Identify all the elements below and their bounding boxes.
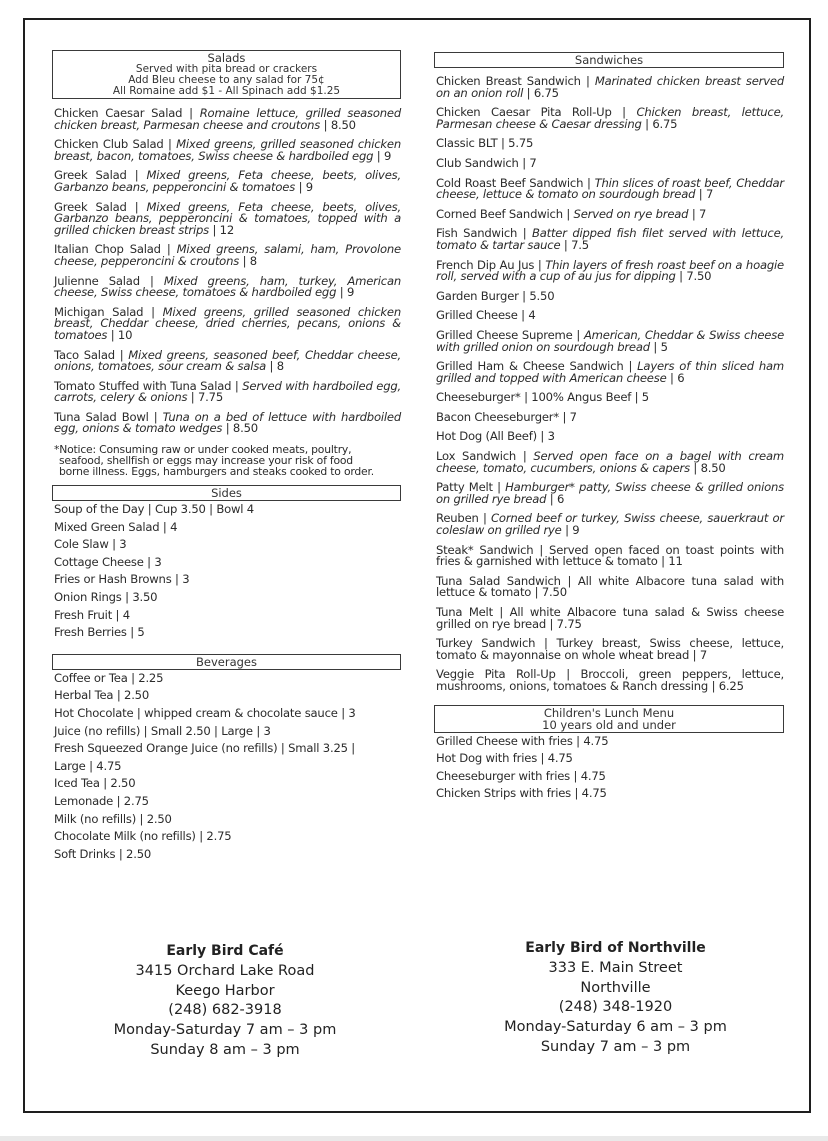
menu-item-name: Chocolate Milk (no refills) | 2.75 [54, 829, 232, 844]
menu-item-price: | 5 [649, 339, 668, 354]
menu-item-name: Corned Beef Sandwich | [436, 206, 574, 221]
menu-item [54, 846, 401, 864]
menu-item-price: | 7.5 [560, 237, 589, 252]
menu-item-name: Lemonade | 2.75 [54, 793, 149, 808]
menu-item-price: | 12 [208, 222, 235, 237]
menu-item-name: Club Sandwich | 7 [436, 155, 537, 170]
menu-item-name: Tuna Salad Sandwich | All white Albacore tuna salad with lettuce & tomato | 7.50 [436, 573, 784, 600]
menu-item-price: | 6.75 [641, 116, 678, 131]
menu-item-price: | 7 [695, 187, 714, 202]
menu-item [436, 175, 784, 202]
notice-line: seafood, shellfish or eggs may increase your risk of food [59, 454, 353, 468]
menu-item [436, 451, 784, 474]
location-hours-weekday: Monday-Saturday 6 am – 3 pm [504, 1019, 727, 1036]
children-title: Children's Lunch Menu [543, 705, 675, 720]
menu-item-desc: Thin slices of roast beef, Cheddar cheese, lettuce & tomato on sourdough bread [436, 175, 784, 202]
menu-item-name: Fish Sandwich | [436, 226, 532, 241]
menu-item-desc: Romaine lettuce, grilled seasoned chicken breast, Parmesan cheese and croutons [54, 106, 401, 132]
menu-item: Cottage Cheese | 3 [54, 554, 162, 569]
menu-item-name: Herbal Tea | 2.50 [54, 688, 150, 703]
menu-item-price: | 6 [546, 491, 565, 506]
menu-item [436, 206, 784, 221]
menu-item-name: Michigan Salad | [54, 304, 163, 319]
menu-item-price: | 9 [373, 148, 392, 163]
menu-item: Fresh Berries | 5 [54, 625, 145, 640]
beverages-list [52, 670, 401, 864]
notice-line: borne illness. Eggs, hamburgers and steaks cooked to order. [59, 465, 374, 479]
menu-item-name: Grilled Cheese | 4 [436, 308, 536, 323]
menu-item-price: | 8.50 [689, 460, 726, 475]
salads-note: Add Bleu cheese to any salad for 75¢ [128, 74, 325, 86]
menu-item-name: Tuna Salad Bowl | [54, 409, 163, 424]
menu-item [54, 347, 401, 374]
menu-item [54, 378, 401, 405]
location-keego-harbor [100, 942, 350, 1061]
left-column [52, 50, 401, 863]
menu-item [436, 107, 784, 130]
menu-item-name: Chicken Club Salad | [54, 137, 177, 152]
sides-title: Sides [211, 486, 242, 501]
menu-item [54, 108, 401, 131]
sides-list [52, 501, 401, 642]
location-northville [478, 939, 753, 1058]
children-header-box [434, 705, 784, 733]
menu-item-desc: Layers of thin sliced ham grilled and topped with American cheese [436, 359, 784, 385]
page-bottom-edge [0, 1136, 828, 1141]
menu-item [54, 687, 401, 705]
location-city: Keego Harbor [175, 982, 275, 999]
salads-note: Served with pita bread or crackers [135, 63, 318, 75]
menu-item [436, 669, 784, 692]
menu-item-price: | 7 [688, 206, 707, 221]
menu-item-price: | 8 [266, 359, 284, 374]
menu-item-name: Veggie Pita Roll-Up | Broccoli, green peppers, lettuce, mushrooms, onions, tomatoes & Ranch dressing | 6.25 [436, 667, 784, 693]
menu-item: Hot Dog with fries | 4.75 [436, 751, 573, 766]
food-safety-notice [54, 444, 401, 477]
menu-item-name: Grilled Cheese Supreme | [436, 327, 584, 342]
menu-item [54, 811, 401, 829]
menu-item-desc: whipped cream & chocolate sauce [144, 706, 338, 720]
menu-item-name: Milk (no refills) | 2.50 [54, 811, 172, 826]
right-column [434, 52, 784, 803]
menu-item [436, 409, 784, 424]
children-subtitle: 10 years old and under [542, 717, 676, 732]
menu-item-price: | 9 [336, 285, 355, 300]
location-hours-weekday: Monday-Saturday 7 am – 3 pm [113, 1022, 337, 1039]
menu-item: Onion Rings | 3.50 [54, 590, 158, 605]
menu-item-desc: Batter dipped fish filet served with lettuce, tomato & tartar sauce [436, 226, 784, 252]
menu-item-desc: Corned beef or turkey, Swiss cheese, sauerkraut or coleslaw on grilled rye [436, 511, 784, 538]
menu-item-name: Classic BLT | 5.75 [436, 136, 534, 151]
menu-item-price: | 10 [107, 327, 133, 342]
menu-item-price: | 9 [561, 523, 580, 538]
menu-item [436, 513, 784, 536]
menu-item-name: Fresh Squeezed Orange Juice (no refills) | Small 3.25 | [54, 741, 356, 756]
menu-item [54, 273, 401, 300]
children-list [434, 733, 784, 803]
menu-item-name: Turkey Sandwich | Turkey breast, Swiss cheese, lettuce, tomato & mayonnaise on whole wheat bread | 7 [436, 636, 784, 662]
menu-item-desc: Served open face on a bagel with cream cheese, tomato, cucumbers, onions & capers [436, 449, 784, 475]
menu-item: Grilled Cheese with fries | 4.75 [436, 733, 609, 748]
menu-item [54, 170, 401, 193]
menu-item-price: | 8 [239, 253, 257, 268]
menu-item: Mixed Green Salad | 4 [54, 519, 178, 534]
menu-item-name: Iced Tea | 2.50 [54, 776, 136, 791]
salads-title: Salads [207, 51, 246, 65]
menu-item-desc: Mixed greens, Feta cheese, beets, olives, Garbanzo beans, pepperoncini & tomatoes, topped with a grilled chicken breast strips [54, 199, 401, 237]
menu-item-price: | 7.75 [187, 390, 224, 405]
menu-item-desc: Mixed greens, Feta cheese, beets, olives, Garbanzo beans, pepperoncini & tomatoes [54, 168, 401, 194]
menu-item-name: Large | 4.75 [54, 758, 122, 773]
menu-item-name: Greek Salad | [54, 168, 147, 183]
menu-item [54, 244, 401, 267]
menu-item-price: | 8.50 [222, 421, 258, 436]
menu-item-price: | 8.50 [320, 117, 356, 132]
menu-item [54, 139, 401, 162]
menu-item-name: Hot Dog (All Beef) | 3 [436, 429, 555, 444]
location-city: Northville [580, 979, 651, 996]
menu-item-name: Soft Drinks | 2.50 [54, 846, 152, 861]
menu-item-name: Juice (no refills) | Small 2.50 | Large | 3 [54, 723, 271, 738]
menu-item [54, 670, 401, 688]
menu-item-desc: Mixed greens, grilled seasoned chicken breast, bacon, tomatoes, Swiss cheese & hardboiled egg [54, 137, 401, 163]
menu-item: Chicken Strips with fries | 4.75 [436, 786, 607, 801]
menu-item-name: Garden Burger | 5.50 [436, 288, 555, 303]
menu-item [436, 228, 784, 251]
location-name: Early Bird Café [166, 943, 284, 959]
menu-item [436, 310, 784, 322]
location-phone[interactable]: (248) 682-3918 [168, 1002, 282, 1019]
menu-item: Fries or Hash Browns | 3 [54, 572, 190, 587]
menu-item-price: | 3 [337, 706, 356, 720]
menu-item [436, 573, 784, 600]
location-hours-sunday: Sunday 8 am – 3 pm [150, 1041, 300, 1058]
salads-list [52, 108, 401, 435]
menu-item: Fresh Fruit | 4 [54, 607, 130, 622]
menu-item-name: Taco Salad | [54, 347, 129, 362]
sides-header-box [52, 485, 401, 501]
menu-item [54, 758, 401, 776]
menu-item-desc: Hamburger* patty, Swiss cheese & grilled onions on grilled rye bread [436, 480, 784, 506]
menu-item-desc: Served with hardboiled egg, carrots, celery & onions [54, 378, 401, 405]
menu-item-name: Cold Roast Beef Sandwich | [436, 175, 595, 190]
menu-item-name: Julienne Salad | [54, 273, 164, 288]
menu-item [436, 361, 784, 384]
menu-item [436, 482, 784, 505]
beverages-header-box [52, 654, 401, 670]
location-hours-sunday: Sunday 7 am – 3 pm [540, 1038, 691, 1055]
menu-item [436, 431, 784, 443]
menu-item-name: Tuna Melt | All white Albacore tuna salad & Swiss cheese grilled on rye bread | 7.75 [436, 605, 784, 631]
menu-item [436, 327, 784, 354]
menu-item-name: Steak* Sandwich | Served open faced on toast points with fries & garnished with lettuce & tomato | 11 [436, 542, 784, 569]
menu-item-desc: Mixed greens, salami, ham, Provolone cheese, pepperoncini & croutons [54, 242, 401, 268]
menu-item-price: | 6 [666, 370, 685, 385]
menu-item [54, 723, 401, 741]
menu-item [54, 793, 401, 811]
menu-item [54, 740, 401, 758]
menu-item [436, 288, 784, 303]
menu-item-name: Coffee or Tea | 2.25 [54, 670, 164, 685]
menu-item-name: French Dip Au Jus | [436, 257, 546, 272]
menu-item-name: Patty Melt | [436, 480, 506, 495]
menu-item-desc: Mixed greens, grilled seasoned chicken breast, Cheddar cheese, dried cherries, pecans, onions & tomatoes [54, 304, 401, 342]
menu-item-name: Italian Chop Salad | [54, 242, 177, 257]
menu-item [54, 199, 401, 237]
menu-item [436, 542, 784, 569]
menu-item-price: | 9 [295, 179, 313, 194]
menu-item [54, 304, 401, 342]
menu-item-desc: Marinated chicken breast served on an onion roll [436, 74, 784, 100]
menu-item [436, 155, 784, 170]
menu-item-desc: Mixed greens, ham, turkey, American cheese, Swiss cheese, tomatoes & hardboiled egg [54, 273, 401, 300]
menu-item [54, 409, 401, 436]
menu-item [54, 705, 401, 723]
menu-item-desc: Mixed greens, seasoned beef, Cheddar cheese, onions, tomatoes, sour cream & salsa [54, 347, 401, 374]
menu-item [436, 638, 784, 661]
beverages-title: Beverages [196, 654, 257, 669]
menu-item-name: Grilled Ham & Cheese Sandwich | [436, 359, 638, 374]
menu-item [436, 257, 784, 284]
menu-item-price: | 6.75 [523, 85, 559, 100]
sandwiches-list [434, 76, 784, 693]
menu-item: Soup of the Day | Cup 3.50 | Bowl 4 [54, 502, 254, 517]
menu-item [436, 607, 784, 630]
menu-item-desc: Chicken breast, lettuce, Parmesan cheese & Caesar dressing [436, 105, 784, 131]
menu-item-name: Chicken Caesar Salad | [54, 106, 200, 120]
menu-item-desc: Tuna on a bed of lettuce with hardboiled egg, onions & tomato wedges [54, 409, 401, 436]
menu-item-desc: Thin layers of fresh roast beef on a hoagie roll, served with a cup of au jus for dipping [436, 257, 784, 284]
menu-item-name: Chicken Breast Sandwich | [436, 74, 595, 88]
menu-item [54, 828, 401, 846]
salads-note: All Romaine add $1 - All Spinach add $1.25 [112, 85, 341, 97]
location-address: 3415 Orchard Lake Road [135, 962, 315, 979]
menu-item-name: Hot Chocolate | [54, 706, 145, 720]
menu-item [436, 138, 784, 150]
menu-item-name: Bacon Cheeseburger* | 7 [436, 409, 577, 424]
menu-item-desc: American, Cheddar & Swiss cheese with grilled onion on sourdough bread [436, 327, 784, 354]
menu-item-name: Cheeseburger* | 100% Angus Beef | 5 [436, 390, 649, 405]
salads-header-box [52, 50, 401, 99]
menu-item-name: Reuben | [436, 511, 492, 526]
menu-item-name: Chicken Caesar Pita Roll-Up | [436, 105, 637, 120]
location-phone[interactable]: (248) 348-1920 [558, 999, 673, 1016]
menu-item [436, 76, 784, 99]
menu-item-price: | 7.50 [675, 269, 712, 284]
menu-item-name: Tomato Stuffed with Tuna Salad | [54, 378, 243, 393]
menu-item [54, 775, 401, 793]
location-address: 333 E. Main Street [548, 959, 683, 976]
menu-item: Cheeseburger with fries | 4.75 [436, 768, 606, 783]
location-name: Early Bird of Northville [525, 940, 706, 956]
menu-item-name: Lox Sandwich | [436, 449, 534, 464]
sandwiches-header-box [434, 52, 784, 68]
notice-line: *Notice: Consuming raw or under cooked meats, poultry, [54, 443, 352, 457]
sandwiches-title: Sandwiches [574, 53, 644, 67]
menu-item-desc: Served on rye bread [573, 206, 689, 221]
menu-item-name: Greek Salad | [54, 199, 147, 214]
menu-item: Cole Slaw | 3 [54, 537, 127, 552]
menu-item [436, 392, 784, 404]
